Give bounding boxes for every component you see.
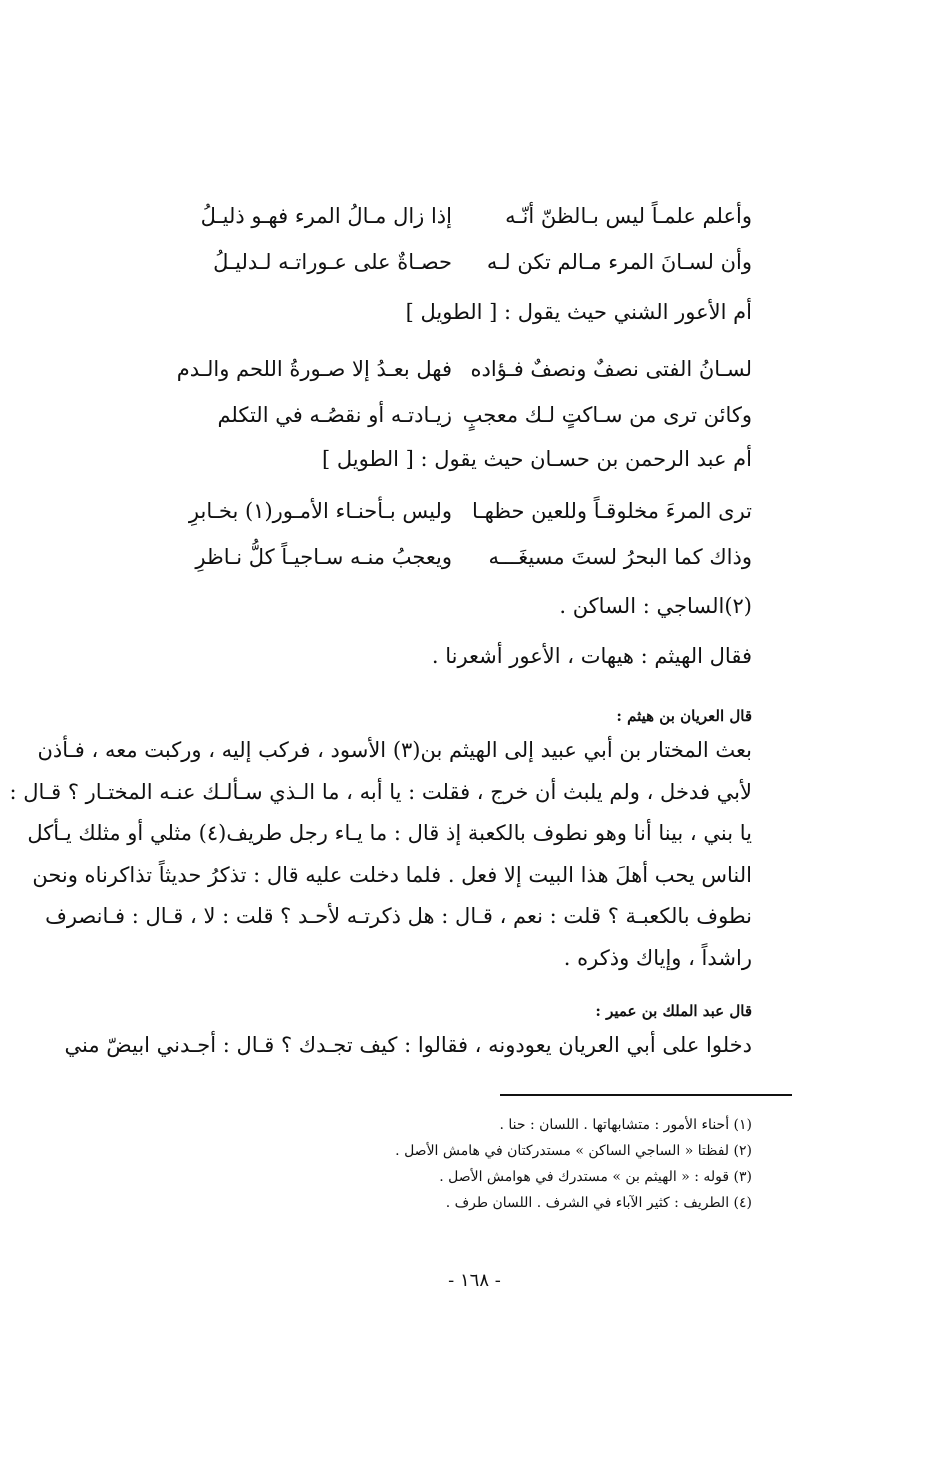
- section-heading: قال العريان بن هيثم :: [616, 707, 752, 725]
- poem-2-intro: أم الأعور الشني حيث يقول : [ الطويل ]: [405, 300, 752, 324]
- first-hemistich: وكائن ترى من سـاكتٍ لـك معجبٍ: [462, 403, 752, 427]
- paragraph-line: راشداً ، وإياك وذكره .: [563, 945, 752, 970]
- footnote: (٣) قوله : « الهيثم بن » مستدرك في هوامش الأصل .: [439, 1169, 752, 1185]
- verse-line: [170, 239, 752, 285]
- footnote: (٢) لفظتا « الساجي الساكن » مستدركتان في هامش الأصل .: [395, 1143, 752, 1159]
- first-hemistich: وأن لسـانَ المرء مـالم تكن لـه: [486, 250, 752, 274]
- paragraph-line: لأبي فدخل ، ولم يلبث أن خرج ، فقلت : يا أبه ، ما الـذي سـألـك عنـه المختـار ؟ قـال :: [9, 779, 752, 804]
- footnotes: [395, 1112, 752, 1216]
- paragraph-line: بعث المختار بن أبي عبيد إلى الهيثم بن(٣) الأسود ، فركب إليه ، وركبت معه ، فـأذن: [37, 738, 752, 762]
- paragraph-line: الناس يحب أهلَ هذا البيت إلا فعل . فلما دخلت عليه قال : تذكرُ حديثاً تذاكرناه ونحن: [32, 862, 752, 887]
- second-hemistich: فهل بعـدُ إلا صـورةُ اللحم والـدم: [176, 357, 452, 381]
- footnote: (٤) الطريف : كثير الآباء في الشرف . اللسان طرف .: [445, 1195, 752, 1211]
- second-hemistich: زيـادتـه أو نقصُـه في التكلم: [217, 403, 452, 427]
- paragraph-line: نطوف بالكعبـة ؟ قلت : نعم ، قـال : هل ذكرتـه لأحـد ؟ قلت : لا ، قـال : فـانصرف: [45, 904, 752, 928]
- verse-line: [170, 392, 752, 438]
- first-hemistich: وذاك كما البحرُ لستَ مسيغَـــه: [488, 545, 752, 569]
- section-heading: قال عبد الملك بن عمير :: [595, 1002, 752, 1020]
- second-hemistich: ويعجبُ منـه سـاجيـاً كلُّ نـاظرِ: [195, 545, 452, 569]
- verse-line: [170, 488, 752, 534]
- second-hemistich: وليس بـأحنـاء الأمـور(١) بخـابرِ: [188, 499, 452, 523]
- verse-line: [170, 193, 752, 239]
- verse-line: [170, 346, 752, 392]
- poem-3: [170, 488, 752, 580]
- poem-1: [170, 193, 752, 285]
- footnote: (١) أحناء الأمور : متشابهاتها . اللسان : حنا .: [499, 1117, 752, 1133]
- paragraph-line: يا بني ، بينا أنا وهو نطوف بالكعبة إذ قال : ما يـاء رجل طريف(٤) مثلي أو مثلك يـأكل: [27, 821, 752, 845]
- poem-2: [170, 346, 752, 438]
- second-hemistich: إذا زال مـالُ المرء فهـو ذليـلُ: [200, 204, 452, 228]
- first-hemistich: لسـانُ الفتى نصفٌ ونصفٌ فـؤاده: [470, 357, 752, 381]
- footnote-divider: [500, 1094, 792, 1096]
- page-number: - ١٦٨ -: [448, 1270, 501, 1291]
- closing-remark: فقال الهيثم : هيهات ، الأعور أشعرنا .: [431, 644, 752, 668]
- narrative-paragraph: [9, 730, 752, 979]
- verse-line: [170, 534, 752, 580]
- first-hemistich: ترى المرءَ مخلوقـاً وللعين حظهـا: [472, 499, 752, 523]
- poem-3-intro: أم عبد الرحمن بن حسـان حيث يقول : [ الطويل ]: [322, 447, 752, 471]
- narrative-paragraph: [64, 1025, 752, 1067]
- paragraph-line: دخلوا على أبي العريان يعودونه ، فقالوا : كيف تجـدك ؟ قـال : أجـدني ابيضّ مني: [64, 1033, 752, 1057]
- first-hemistich: وأعلم علمـاً ليس بـالظنّ أنّـه: [505, 204, 752, 228]
- gloss-line: (٢)الساجي : الساكن .: [559, 594, 752, 618]
- second-hemistich: حصـاةٌ على عـوراتـه لـدليـلُ: [213, 250, 452, 274]
